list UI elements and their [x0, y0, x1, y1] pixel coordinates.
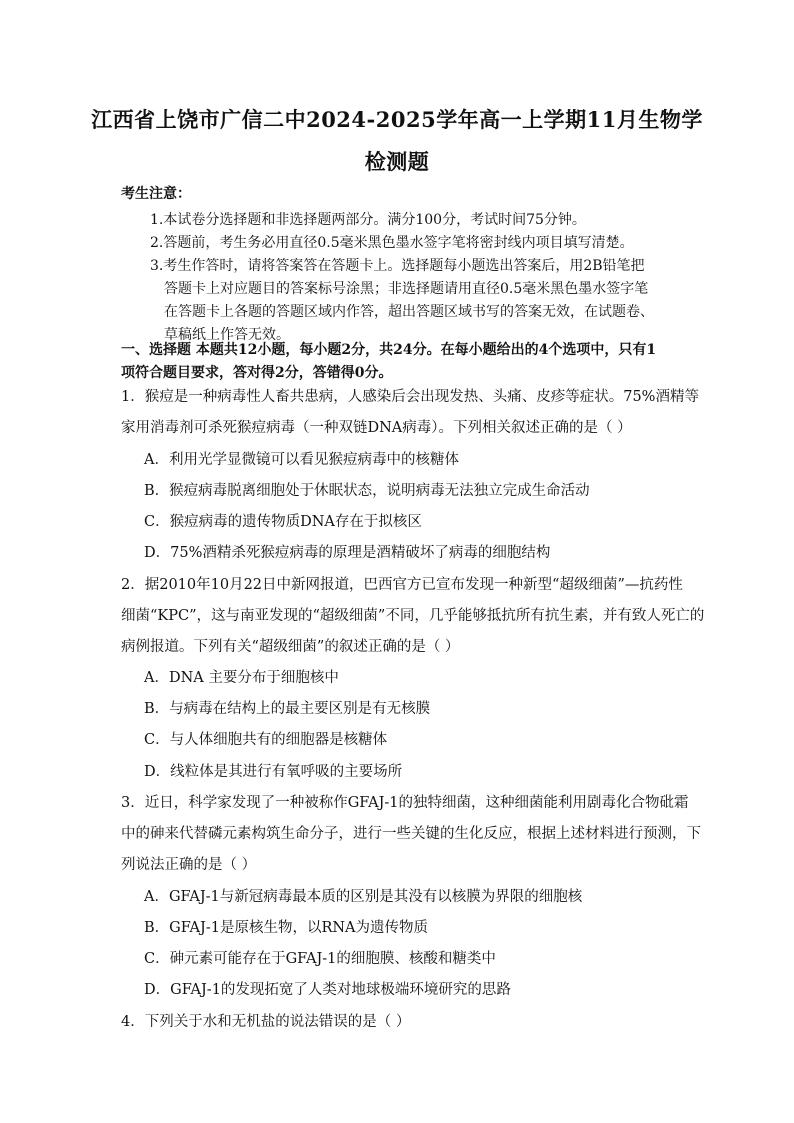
question-2-stem: 2．据2010年10月22日中新网报道，巴西官方已宣布发现一种新型“超级细菌”—抗药性: [121, 577, 683, 593]
document-title-line-1: 江西省上饶市广信二中2024-2025学年高一上学期11月生物学: [91, 107, 703, 132]
section-heading-line-2: 项符合题目要求，答对得2分，答错得0分。: [121, 365, 393, 381]
question-2-option-d: D．线粒体是其进行有氧呼吸的主要场所: [144, 764, 403, 780]
notice-item: 1.本试卷分选择题和非选择题两部分。满分100分，考试时间75分钟。: [150, 212, 586, 228]
question-3-option-b: B．GFAJ-1是原核生物，以RNA为遗传物质: [144, 920, 429, 936]
question-2-option-b: B．与病毒在结构上的最主要区别是有无核膜: [144, 701, 431, 717]
question-3-stem: 中的砷来代替磷元素构筑生命分子，进行一些关键的生化反应，根据上述材料进行预测，下: [121, 826, 701, 842]
question-1-option-a: A．利用光学显微镜可以看见猴痘病毒中的核糖体: [144, 452, 459, 468]
question-2-option-c: C．与人体细胞共有的细胞器是核糖体: [144, 732, 388, 748]
question-2-stem: 病例报道。下列有关“超级细菌”的叙述正确的是（ ）: [121, 639, 460, 655]
question-1-option-c: C．猴痘病毒的遗传物质DNA存在于拟核区: [144, 514, 422, 530]
question-4-stem: 4．下列关于水和无机盐的说法错误的是（ ）: [121, 1014, 411, 1030]
section-heading-line-1: 一、选择题 本题共12小题，每小题2分，共24分。在每小题给出的4个选项中，只有1: [121, 342, 657, 358]
question-3-option-c: C．砷元素可能存在于GFAJ-1的细胞膜、核酸和糖类中: [144, 951, 496, 967]
question-3-stem: 3．近日，科学家发现了一种被称作GFAJ-1的独特细菌，这种细菌能利用剧毒化合物砒霜: [121, 795, 689, 811]
notice-item: 3.考生作答时，请将答案答在答题卡上。选择题每小题选出答案后，用2B铅笔把: [150, 258, 645, 274]
notice-item: 答题卡上对应题目的答案标号涂黑；非选择题请用直径0.5毫米黑色墨水签字笔: [164, 281, 649, 297]
question-2-stem: 细菌“KPC”，这与南亚发现的“超级细菌”不同，几乎能够抵抗所有抗生素，并有致人死亡的: [121, 608, 705, 624]
question-3-option-d: D．GFAJ-1的发现拓宽了人类对地球极端环境研究的思路: [144, 982, 511, 998]
notice-item: 在答题卡上各题的答题区域内作答，超出答题区域书写的答案无效，在试题卷、: [164, 304, 654, 320]
question-1-option-b: B．猴痘病毒脱离细胞处于休眠状态，说明病毒无法独立完成生命活动: [144, 483, 590, 499]
question-1-stem: 1．猴痘是一种病毒性人畜共患病，人感染后会出现发热、头痛、皮疹等症状。75%酒精等: [121, 389, 699, 405]
notice-item: 2.答题前，考生务必用直径0.5毫米黑色墨水签字笔将密封线内项目填写清楚。: [150, 235, 634, 251]
question-2-option-a: A．DNA 主要分布于细胞核中: [144, 670, 339, 686]
notice-heading: 考生注意：: [121, 186, 191, 202]
notice-item: 草稿纸上作答无效。: [164, 327, 290, 343]
question-3-stem: 列说法正确的是（ ）: [121, 857, 257, 873]
document-title-line-2: 检测题: [364, 149, 430, 174]
question-1-stem: 家用消毒剂可杀死猴痘病毒（一种双链DNA病毒）。下列相关叙述正确的是（ ）: [121, 420, 632, 436]
question-3-option-a: A．GFAJ-1与新冠病毒最本质的区别是其没有以核膜为界限的细胞核: [144, 889, 583, 905]
question-1-option-d: D．75%酒精杀死猴痘病毒的原理是酒精破坏了病毒的细胞结构: [144, 545, 551, 561]
